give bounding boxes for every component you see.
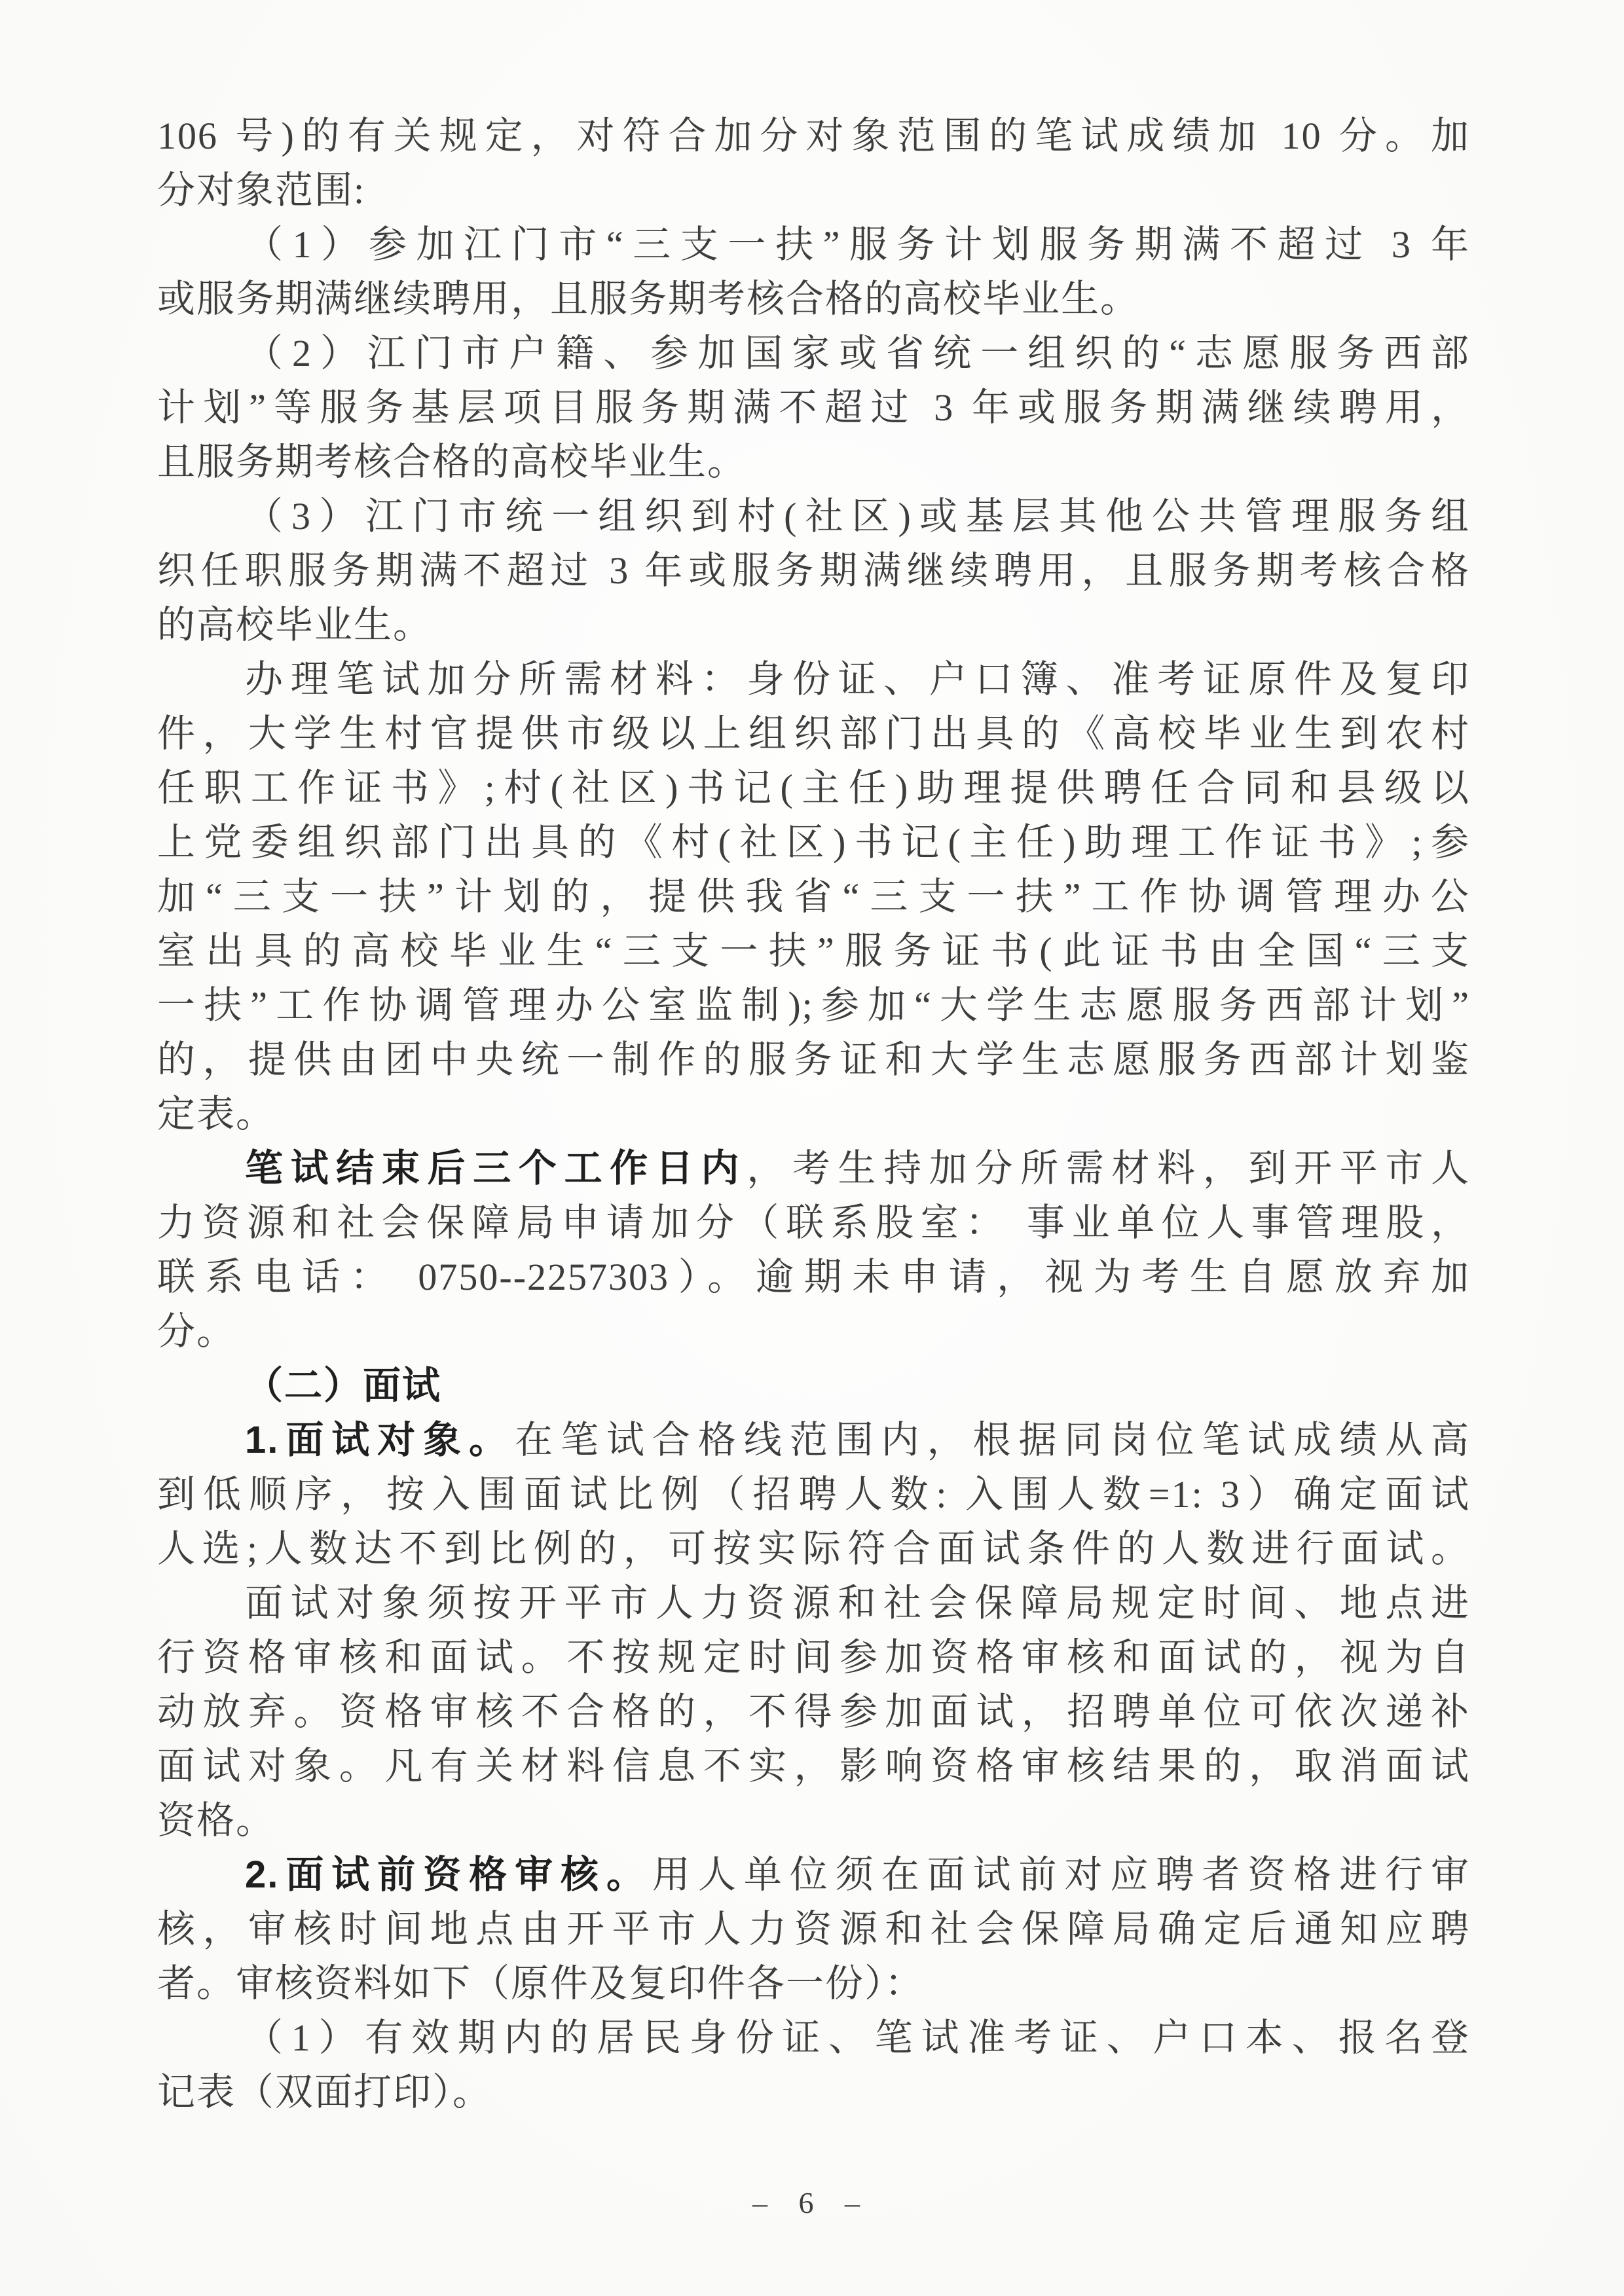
text-run: 计划”等服务基层项目服务期满不超过 3 年或服务期满继续聘用， xyxy=(157,386,1470,429)
text-run: 到低顺序，按入围面试比例（招聘人数: 入围人数=1: 3）确定面试 xyxy=(157,1473,1470,1516)
text-run: 106 号)的有关规定，对符合加分对象范围的笔试成绩加 10 分。加 xyxy=(157,115,1470,157)
text-run: 者。审核资料如下（原件及复印件各一份）： xyxy=(157,1962,925,2005)
text-line xyxy=(157,1195,1470,1250)
text-run: 力资源和社会保障局申请加分（联系股室： 事业单位人事管理股， xyxy=(157,1201,1470,1244)
text-run: 的高校毕业生。 xyxy=(157,604,433,646)
text-run: 动放弃。资格审核不合格的，不得参加面试，招聘单位可依次递补 xyxy=(157,1690,1470,1733)
text-line xyxy=(157,1141,1470,1195)
text-run: 一扶”工作协调管理办公室监制);参加“大学生志愿服务西部计划” xyxy=(157,984,1470,1027)
text-line xyxy=(157,761,1470,815)
text-line xyxy=(157,543,1470,598)
text-run: 资格。 xyxy=(157,1799,276,1842)
text-run: （3）江门市统一组织到村(社区)或基层其他公共管理服务组 xyxy=(245,495,1470,538)
text-line xyxy=(157,1630,1470,1685)
text-line xyxy=(157,706,1470,761)
text-line xyxy=(157,217,1470,272)
text-line xyxy=(157,2065,1470,2119)
text-line xyxy=(157,1087,1470,1141)
text-run: （2）江门市户籍、参加国家或省统一组织的“志愿服务西部 xyxy=(245,332,1470,374)
text-line xyxy=(157,109,1470,163)
text-line xyxy=(157,1250,1470,1304)
text-run: 的，提供由团中央统一制作的服务证和大学生志愿服务西部计划鉴 xyxy=(157,1038,1470,1081)
text-line xyxy=(157,435,1470,489)
bold-text-run: 1.面试对象。 xyxy=(245,1419,515,1461)
text-run: 定表。 xyxy=(157,1093,276,1135)
text-line xyxy=(157,380,1470,435)
text-line xyxy=(157,1467,1470,1522)
text-line xyxy=(157,815,1470,869)
bold-text-run: 2.面试前资格审核。 xyxy=(245,1853,652,1896)
text-run: 办理笔试加分所需材料：身份证、户口簿、准考证原件及复印 xyxy=(245,658,1470,701)
text-line xyxy=(157,1902,1470,1956)
text-line xyxy=(157,489,1470,543)
text-run: 行资格审核和面试。不按规定时间参加资格审核和面试的，视为自 xyxy=(157,1636,1470,1679)
text-line xyxy=(157,598,1470,652)
text-line xyxy=(157,163,1470,217)
text-run: 或服务期满继续聘用，且服务期考核合格的高校毕业生。 xyxy=(157,278,1140,320)
text-line xyxy=(157,1685,1470,1739)
text-line xyxy=(157,1739,1470,1793)
text-line xyxy=(157,1576,1470,1630)
text-run: 室出具的高校毕业生“三支一扶”服务证书(此证书由全国“三支 xyxy=(157,930,1470,972)
text-line xyxy=(157,272,1470,326)
text-line xyxy=(157,652,1470,706)
text-run: 加“三支一扶”计划的，提供我省“三支一扶”工作协调管理办公 xyxy=(157,875,1470,918)
text-run: 联系电话： 0750--2257303）。逾期未申请，视为考生自愿放弃加 xyxy=(157,1256,1470,1298)
text-line xyxy=(157,924,1470,978)
text-line xyxy=(157,1304,1470,1358)
text-line xyxy=(157,1032,1470,1087)
text-run: 织任职服务期满不超过 3 年或服务期满继续聘用，且服务期考核合格 xyxy=(157,549,1470,592)
text-run: （1）有效期内的居民身份证、笔试准考证、户口本、报名登 xyxy=(245,2016,1470,2059)
section-heading-interview xyxy=(157,1358,1470,1413)
text-line xyxy=(157,869,1470,924)
subsection-interview-target-line xyxy=(157,1413,1470,1467)
text-run: 核，审核时间地点由开平市人力资源和社会保障局确定后通知应聘 xyxy=(157,1908,1470,1950)
text-run: 面试对象。凡有关材料信息不实，影响资格审核结果的，取消面试 xyxy=(157,1745,1470,1787)
text-run: 分。 xyxy=(157,1310,236,1353)
text-run: ，考生持加分所需材料，到开平市人 xyxy=(747,1147,1470,1190)
page-number: – 6 – xyxy=(752,2186,872,2219)
document-body xyxy=(157,109,1470,2119)
text-run: 上党委组织部门出具的《村(社区)书记(主任)助理工作证书》;参 xyxy=(157,821,1470,864)
text-run: 用人单位须在面试前对应聘者资格进行审 xyxy=(652,1853,1470,1896)
text-run: （1）参加江门市“三支一扶”服务计划服务期满不超过 3 年 xyxy=(245,223,1470,266)
bold-text-run: （二）面试 xyxy=(245,1364,442,1407)
text-run: 面试对象须按开平市人力资源和社会保障局规定时间、地点进 xyxy=(245,1582,1470,1624)
text-line xyxy=(157,1793,1470,1848)
text-run: 在笔试合格线范围内，根据同岗位笔试成绩从高 xyxy=(515,1419,1470,1461)
subsection-pre-interview-review-line xyxy=(157,1848,1470,1902)
text-run: 任职工作证书》;村(社区)书记(主任)助理提供聘任合同和县级以 xyxy=(157,767,1470,809)
text-run: 人选;人数达不到比例的，可按实际符合面试条件的人数进行面试。 xyxy=(157,1527,1470,1570)
text-run: 件，大学生村官提供市级以上组织部门出具的《高校毕业生到农村 xyxy=(157,712,1470,755)
text-run: 记表（双面打印）。 xyxy=(157,2071,492,2113)
text-run: 分对象范围: xyxy=(157,169,366,211)
text-line xyxy=(157,1522,1470,1576)
text-line xyxy=(157,1956,1470,2011)
text-line xyxy=(157,2011,1470,2065)
text-line xyxy=(157,978,1470,1032)
text-line xyxy=(157,326,1470,380)
bold-text-run: 笔试结束后三个工作日内 xyxy=(245,1147,747,1190)
text-run: 且服务期考核合格的高校毕业生。 xyxy=(157,441,747,483)
